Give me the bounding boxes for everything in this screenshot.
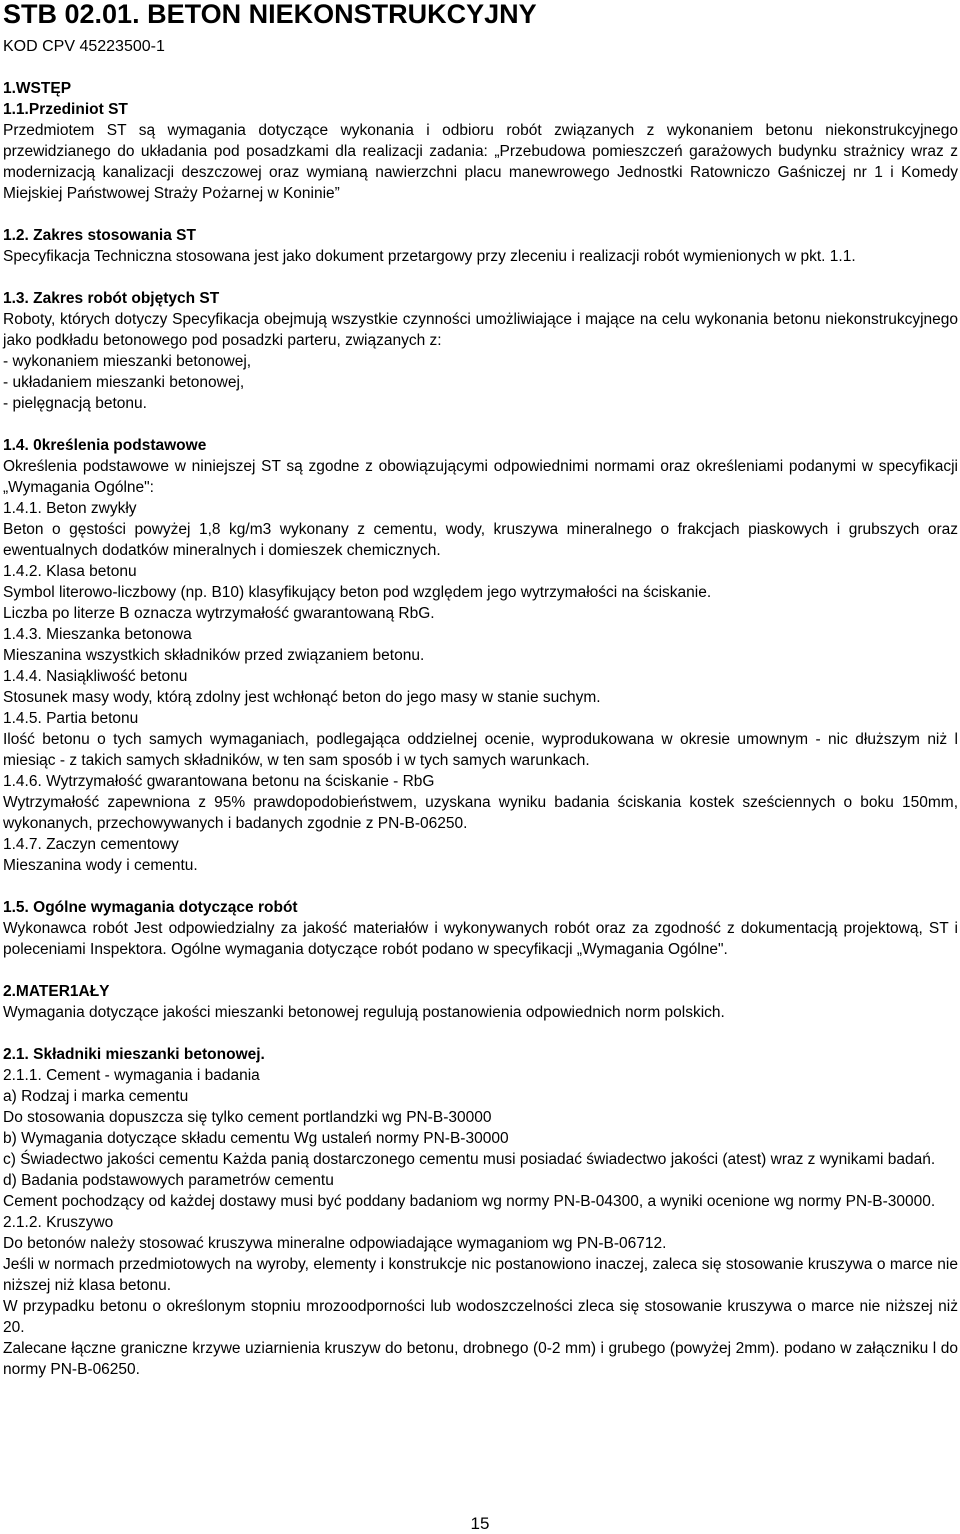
section-heading-1-4: 1.4. 0kreślenia podstawowe: [3, 437, 207, 454]
item-c: c) Świadectwo jakości cementu Każda panią dostarczonego cementu musi posiadać świadectwo jakości (atest) wraz z wynikami badań.: [3, 1151, 936, 1168]
subheading-1-4-4: 1.4.4. Nasiąkliwość betonu: [3, 668, 188, 685]
paragraph-kruszywo-1: Do betonów należy stosować kruszywa mineralne odpowiadające wymaganiom wg PN-B-06712.: [3, 1235, 667, 1252]
paragraph-1-2: Specyfikacja Techniczna stosowana jest jako dokument przetargowy przy zleceniu i realizacji robót wymienionych w pkt. 1.1.: [3, 248, 856, 265]
paragraph-1-3: Roboty, których dotyczy Specyfikacja obejmują wszystkie czynności umożliwiające i mające na celu wykonania betonu niekonstrukcyjnego jako podkładu betonowego pod posadzki parteru, związanych z:: [3, 311, 958, 349]
paragraph-kruszywo-2: Jeśli w normach przedmiotowych na wyroby, elementy i konstrukcje nic postanowiono inaczej, zaleca się stosowanie kruszywa o marce nie niższej niż klasa betonu.: [3, 1256, 958, 1294]
section-heading-1: 1.WSTĘP: [3, 80, 72, 97]
item-b: b) Wymagania dotyczące składu cementu Wg ustaleń normy PN-B-30000: [3, 1130, 509, 1147]
subheading-1-4-6: 1.4.6. Wytrzymałość gwarantowana betonu na ściskanie - RbG: [3, 773, 435, 790]
document-title: STB 02.01. BETON NIEKONSTRUKCYJNY: [3, 0, 537, 29]
list-item: - pielęgnacją betonu.: [3, 395, 147, 412]
paragraph-kruszywo-3: W przypadku betonu o określonym stopniu mrozoodporności lub wodoszczelności zleca się stosowanie kruszywa o marce nie niższej niż 20.: [3, 1298, 958, 1336]
paragraph-1-4-1: Beton o gęstości powyżej 1,8 kg/m3 wykonany z cementu, wody, kruszywa mineralnego o frakcjach piaskowych i grubszych oraz ewentualnych dodatków mineralnych i domieszek chemicznych.: [3, 521, 958, 559]
paragraph-1-1: Przedmiotem ST są wymagania dotyczące wykonania i odbioru robót związanych z wykonaniem betonu niekonstrukcyjnego przewidzianego do układania pod posadzkami dla realizacji zadania: „Przebudowa pomieszczeń garażowych budynku strażnicy wraz z modernizacją kanalizacji deszczowej oraz wymianą nawierzchni placu manewrowego Jednostki Ratowniczo Gaśniczej nr 1 i Komedy Miejskiej Państwowej Straży Pożarnej w Koninie”: [3, 122, 958, 202]
paragraph-2: Wymagania dotyczące jakości mieszanki betonowej regulują postanowienia odpowiednich norm polskich.: [3, 1004, 725, 1021]
subheading-1-4-5: 1.4.5. Partia betonu: [3, 710, 139, 727]
paragraph-1-4-3: Mieszanina wszystkich składników przed związaniem betonu.: [3, 647, 425, 664]
section-heading-2: 2.MATER1AŁY: [3, 983, 110, 1000]
subheading-1-4-7: 1.4.7. Zaczyn cementowy: [3, 836, 179, 853]
paragraph-1-4-2a: Symbol literowo-liczbowy (np. B10) klasyfikujący beton pod względem jego wytrzymałości na ściskanie.: [3, 584, 712, 601]
subheading-2-1-2: 2.1.2. Kruszywo: [3, 1214, 114, 1231]
section-heading-2-1: 2.1. Składniki mieszanki betonowej.: [3, 1046, 265, 1063]
paragraph-1-4-5: Ilość betonu o tych samych wymaganiach, podlegająca oddzielnej ocenie, wyprodukowana w okresie umownym - nic dłuższym niż l miesiąc - z takich samych składników, w ten sam sposób i w tych samych warunkach.: [3, 731, 958, 769]
subheading-1-4-3: 1.4.3. Mieszanka betonowa: [3, 626, 192, 643]
paragraph-1-4-6: Wytrzymałość zapewniona z 95% prawdopodobieństwem, uzyskana wyniku badania ściskania kostek sześciennych o boku 150mm, wykonanych, przechowywanych i badanych zgodnie z PN-B-06250.: [3, 794, 958, 832]
page-number: 15: [470, 1514, 490, 1533]
item-a-text: Do stosowania dopuszcza się tylko cement portlandzki wg PN-B-30000: [3, 1109, 492, 1126]
cpv-code: KOD CPV 45223500-1: [3, 38, 165, 55]
item-d: d) Badania podstawowych parametrów cementu: [3, 1172, 334, 1189]
section-heading-1-2: 1.2. Zakres stosowania ST: [3, 227, 196, 244]
paragraph-1-5: Wykonawca robót Jest odpowiedzialny za jakość materiałów i wykonywanych robót oraz za zgodność z dokumentacją projektową, ST i poleceniami Inspektora. Ogólne wymagania dotyczące robót podano w specyfikacji „Wymagania Ogólne".: [3, 920, 958, 958]
list-item: - układaniem mieszanki betonowej,: [3, 374, 245, 391]
list-item: - wykonaniem mieszanki betonowej,: [3, 353, 252, 370]
paragraph-1-4-intro: Określenia podstawowe w niniejszej ST są zgodne z obowiązującymi odpowiednimi normami oraz określeniami podanymi w specyfikacji „Wymagania Ogólne":: [3, 458, 958, 496]
document-page: [3, 0, 958, 1380]
paragraph-1-4-2b: Liczba po literze B oznacza wytrzymałość gwarantowaną RbG.: [3, 605, 435, 622]
subheading-1-4-1: 1.4.1. Beton zwykły: [3, 500, 137, 517]
item-d-text: Cement pochodzący od każdej dostawy musi być poddany badaniom wg normy PN-B-04300, a wyniki ocenione wg normy PN-B-30000.: [3, 1193, 936, 1210]
paragraph-1-4-4: Stosunek masy wody, którą zdolny jest wchłonąć beton do jego masy w stanie suchym.: [3, 689, 601, 706]
subheading-1-4-2: 1.4.2. Klasa betonu: [3, 563, 137, 580]
subheading-2-1-1: 2.1.1. Cement - wymagania i badania: [3, 1067, 260, 1084]
paragraph-1-4-7: Mieszanina wody i cementu.: [3, 857, 198, 874]
section-heading-1-1: 1.1.Przediniot ST: [3, 101, 128, 118]
paragraph-kruszywo-4: Zalecane łączne graniczne krzywe uziarnienia kruszyw do betonu, drobnego (0-2 mm) i grubego (powyżej 2mm). podano w załączniku l do normy PN-B-06250.: [3, 1340, 958, 1378]
item-a: a) Rodzaj i marka cementu: [3, 1088, 189, 1105]
section-heading-1-3: 1.3. Zakres robót objętych ST: [3, 290, 220, 307]
section-heading-1-5: 1.5. Ogólne wymagania dotyczące robót: [3, 899, 298, 916]
